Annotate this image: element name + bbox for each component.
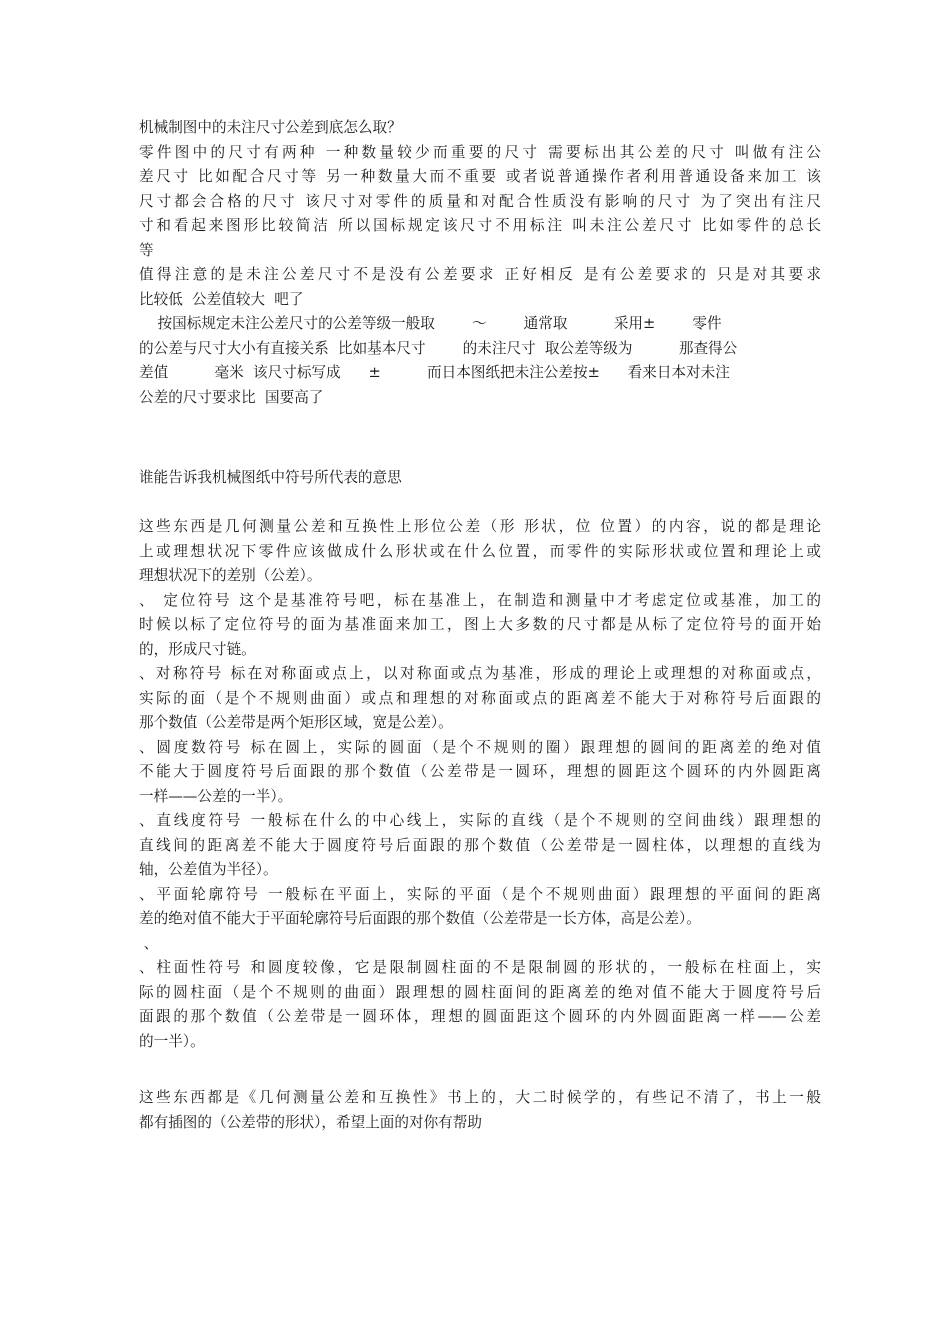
text-line: 公差的尺寸要求比 国要高了 (139, 388, 324, 406)
list-item-line: 那个数值（公差带是两个矩形区域，宽是公差）。 (139, 714, 453, 731)
list-item-line: 、直线度符号 一般标在什么的中心线上，实际的直线（是个不规则的空间曲线）跟理想的 (139, 812, 821, 829)
question-heading: 谁能告诉我机械图纸中符号所代表的意思 (139, 469, 402, 486)
text-line: 寸和看起来图形比较简洁 所以国标规定该尺寸不用标注 叫未注公差尺寸 比如零件的总长 (139, 217, 821, 234)
list-item-line: 、圆度数符号 标在圆上，实际的圆面（是个不规则的圈）跟理想的圆间的距离差的绝对值 (139, 738, 821, 756)
text-line: 值得注意的是未注公差尺寸不是没有公差要求 正好相反 是有公差要求的 只是对其要求 (139, 266, 821, 283)
text-line: 零件图中的尺寸有两种 一种数量较少而重要的尺寸 需要标出其公差的尺寸 叫做有注公 (139, 143, 821, 161)
text-line: 上或理想状况下零件应该做成什么形状或在什么位置，而零件的实际形状或位置和理论上或 (139, 542, 821, 560)
list-item-line: 差的绝对值不能大于平面轮廓符号后面跟的那个数值（公差带是一长方体，高是公差）。 (139, 910, 701, 927)
list-item-line: 的一半）。 (139, 1032, 205, 1050)
list-item-line: 、 定位符号 这个是基准符号吧，标在基准上，在制造和测量中才考虑定位或基准，加工的 (139, 591, 821, 609)
text-line: 比较低 公差值较大 吧了 (139, 290, 304, 308)
text-line: 尺寸都会合格的尺寸 该尺寸对零件的质量和对配合性质没有影响的尺寸 为了突出有注尺 (139, 192, 821, 210)
list-item-line: 时候以标了定位符号的面为基准面来加工，图上大多数的尺寸都是从标了定位符号的面开始 (139, 616, 821, 633)
list-item-line: 的，形成尺寸链。 (139, 640, 256, 658)
section-1 (139, 116, 821, 410)
text-line: 差值 毫米 该尺寸标写成 ± 而日本图纸把未注公差按± 看来日本对未注 (139, 364, 730, 381)
text-line: 理想状况下的差别（公差）。 (139, 567, 322, 584)
text-line: 都有插图的（公差带的形状），希望上面的对你有帮助 (139, 1113, 482, 1131)
list-item-line: 、柱面性符号 和圆度较像，它是限制圆柱面的不是限制圆的形状的，一般标在柱面上，实 (139, 959, 821, 976)
list-item-line: 轴，公差值为半径）。 (139, 861, 278, 878)
list-item-line: 、 (139, 934, 159, 952)
text-line: 这些东西是几何测量公差和互换性上形位公差（形 形状，位 位置）的内容，说的都是理论 (139, 518, 821, 535)
text-line: 等 (139, 241, 154, 259)
section-2-question (139, 466, 821, 491)
text-line: 的公差与尺寸大小有直接关系 比如基本尺寸 的未注尺寸 取公差等级为 那查得公 (139, 339, 738, 357)
list-item-line: 不能大于圆度符号后面跟的那个数值（公差带是一圆环，理想的圆距这个圆环的内外圆距离 (139, 763, 821, 780)
list-item-line: 实际的面（是个不规则曲面）或点和理想的对称面或点的距离差不能大于对称符号后面跟的 (139, 689, 821, 707)
section-1-title: 机械制图中的未注尺寸公差到底怎么取？ (139, 119, 402, 136)
list-item-line: 直线间的距离差不能大于圆度符号后面跟的那个数值（公差带是一圆柱体，以理想的直线为 (139, 836, 821, 854)
text-line: 差尺寸 比如配合尺寸等 另一种数量大而不重要 或者说普通操作者利用普通设备来加工 该 (139, 168, 821, 185)
list-item-line: 一样——公差的一半）。 (139, 787, 293, 805)
list-item-line: 、对称符号 标在对称面或点上，以对称面或点为基准，形成的理论上或理想的对称面或点， (139, 665, 821, 682)
section-2-body (139, 515, 821, 1054)
text-line: 按国标规定未注公差尺寸的公差等级一般取 ～ 通常取 采用± 零件 (139, 315, 722, 332)
closing-paragraph (139, 1086, 821, 1135)
text-line: 这些东西都是《几何测量公差和互换性》书上的，大二时候学的，有些记不清了，书上一般 (139, 1089, 821, 1106)
list-item-line: 面跟的那个数值（公差带是一圆环体，理想的圆面距这个圆环的内外圆面距离一样——公差 (139, 1008, 821, 1025)
list-item-line: 际的圆柱面（是个不规则的曲面）跟理想的圆柱面间的距离差的绝对值不能大于圆度符号后 (139, 983, 821, 1001)
list-item-line: 、平面轮廓符号 一般标在平面上，实际的平面（是个不规则曲面）跟理想的平面间的距离 (139, 885, 821, 903)
